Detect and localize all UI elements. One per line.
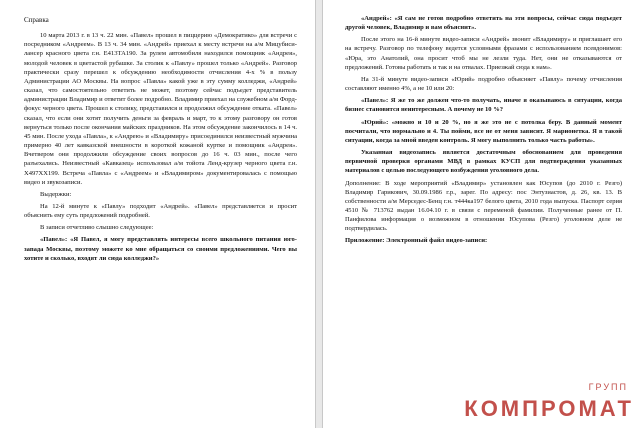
watermark-big-text: КОМПРОМАТ (464, 396, 634, 421)
right-paragraph-4: «Павел»: Я же то же должен что-то получать, иначе я оказываюсь в ситуации, когда бизнес становится неинтересным. А почему не 10 %? (345, 97, 622, 114)
right-paragraph-7: Дополнение: В ходе мероприятий «Владимир» установлен как Юсупов (до 2010 г. Резго) Владимир Гарикович, 30.09.1986 г.р., зарег. По адресу: пос Энтузиастов, д. 26, кв. 13. В собственности а/м Мерседес-Бенц г.н. т444ка197 белого цвета, 2010 года выпуска. Паспорт серия 4510 № 713762 выдан 16.04.10 г. в связи с переменой фамилии. Полученные ранее от П. Панфилова информация о возможном в отношении Юсупова (Резго) уголовном деле не подтвердилась. (345, 179, 622, 233)
watermark-small-text: ГРУПП (588, 382, 628, 392)
right-paragraph-5: «Юрий»: «можно и 10 и 20 %, но я же это не с потолка беру. В данный момент посчитали, что нормально и 4. Ты пойми, все не от меня зависит. Я марионетка. Я в такой ситуации, когда за мной введен контроль. Я могу выполнить только часть работы». (345, 118, 622, 144)
left-document-page (0, 0, 316, 428)
right-paragraph-1: «Андрей»: «Я сам не готов подробно ответить на эти вопросы, сейчас сюда подъедет другой человек, Владимир и вам объяснит». (345, 15, 622, 32)
right-paragraph-2: После этого на 16-й минуте видео-записи «Андрей» звонит «Владимиру» и приглашает его на встречу. Разговор по телефону ведется условными фразами с использованием псевдонимов: «Юра, это Анатолий, она просит чтоб мы не лезли туда. Нет, они не отказываются от предложений. Готовы работать и так и на отвалах. Приезжай сюда к нам». (345, 36, 622, 71)
right-paragraph-6: Указанная видеозапись является достаточным обоснованием для проведения первичной проверки органами МВД в рамках КУСП для подтверждения указанных материалов с целью последующего возбуждения уголовного дела. (345, 149, 622, 175)
left-paragraph-1: 10 марта 2013 г. в 13 ч. 22 мин. «Павел» прошел в пиццерию «Демократико» для встречи с посредником «Андреем». В 13 ч. 34 мин. «Андрей» приехал к месту встречи на а/м Мицубиси-лансер красного цвета г.н. Е413ТА190. За рулем автомобиля находился помощник «Андрея», молодой человек в цветастой рубашке. За столик к «Павлу» прошел только «Андрей». Разговор практически сразу перешел к обсуждению необходимости отчисления 4-х % в пользу Администрации АО Москвы. На вопрос «Павла» какой уже в эту сумму колледжи, «Андрей» сказал, что самостоятельно ответить не может, поэтому сейчас подъедет представитель администрации Владимир и ответит более подробно. Владимир приехал на служебном а/м Форд-фокус черного цвета. Прошел к столику, представился и продолжил обсуждение отката. «Павел» сказал, что если они хотят получить деньги за февраль и март, то к этому разговору он готов вернуться только после окончания майских праздников. На этом обсуждение закончилось в 14 ч. 45 мин. После ухода «Павла», к «Андрею» и «Владимиру» присоединился неизвестный мужчина примерно 40 лет кавказской внешности в короткой кожаной куртке и помощник «Андрея». Вчетвером они продолжили обсуждение своих вопросов до 16 ч. 03 мин., после чего разъехались. Неизвестный «Кавказец» использовал а/м тойота Ленд-крузер черного цвета г.н. Х497ХХ199. Встреча «Павла» с «Андреем» и «Владимиром» документировалась с помощью видео и звукозаписи. (24, 32, 297, 186)
left-paragraph-excerpts: Выдержки: (40, 190, 72, 198)
right-paragraph-3: На 31-й минуте видео-записи «Юрий» подробно объясняет «Павлу» почему отчисления составляют именно 4%, а не 10 или 20: (345, 75, 622, 93)
left-paragraph-3: На 12-й минуте к «Павлу» подходит «Андрей». «Павел» представляется и просит объяснить ему суть предложений подробней. (24, 202, 297, 220)
right-paragraph-appendix: Приложение: Электронный файл видео-записи: (345, 237, 488, 245)
left-paragraph-4: В записи отчетливо слышно следующее: (40, 224, 154, 232)
right-document-page (322, 0, 640, 428)
left-paragraph-quote: «Павел»: «Я Павел, я могу представлять интересы всего школьного питания юго-запада Москвы, поэтому можете ко мне обращаться со своими предложениями. Чего вы хотите и сколько, входят ли сюда колледжи?» (24, 236, 297, 262)
document-title: Справка (24, 16, 49, 24)
watermark-logo (464, 382, 634, 422)
